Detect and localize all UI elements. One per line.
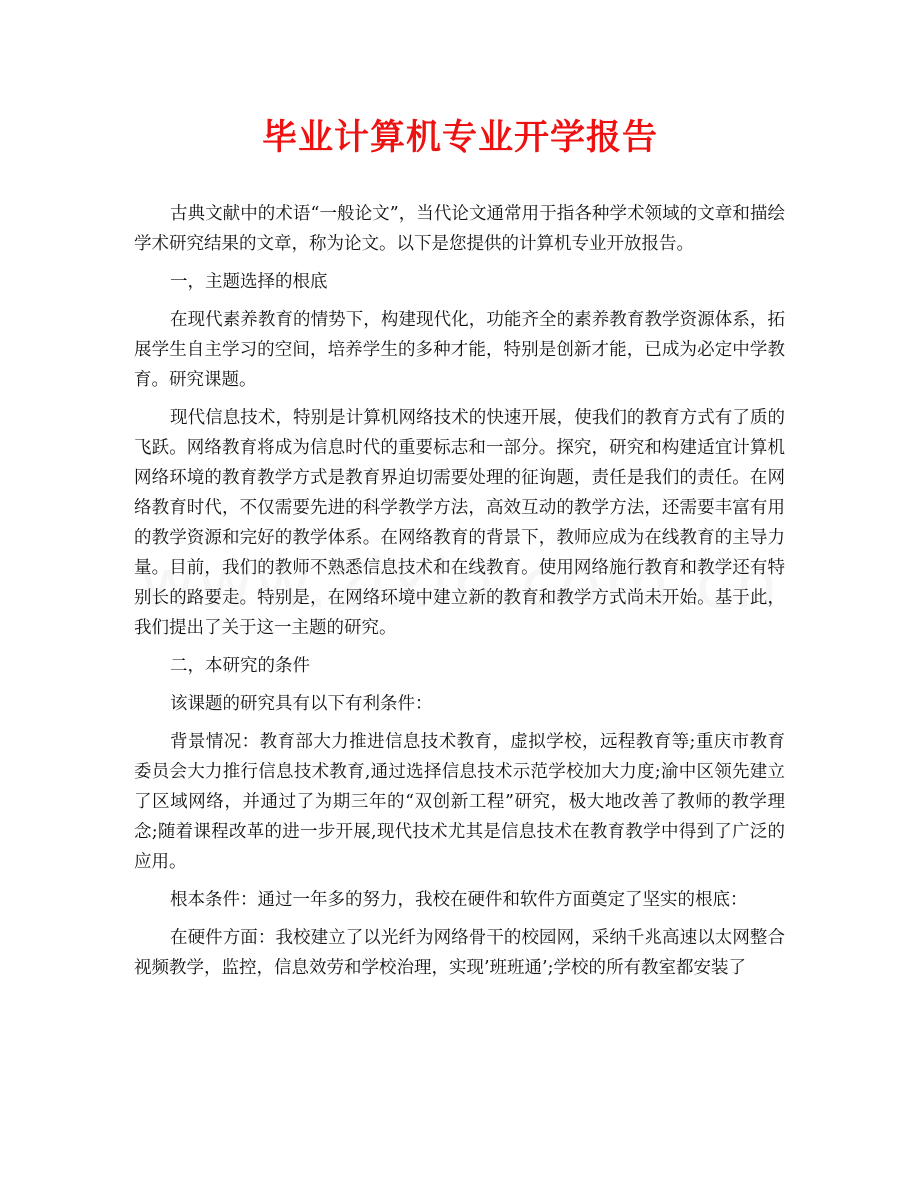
paragraph: 古典文献中的术语“一般论文”，当代论文通常用于指各种学术领域的文章和描绘学术研究结果的文章，称为论文。以下是您提供的计算机专业开放报告。 xyxy=(134,204,785,254)
document-body xyxy=(134,199,785,991)
section-heading: 一，主题选择的根底 xyxy=(170,272,328,292)
paragraph: 在硬件方面：我校建立了以光纤为网络骨干的校园网，采纳千兆高速以太网整合视频教学，监控，信息效劳和学校治理，实现’班班通’;学校的所有教室都安装了 xyxy=(134,928,785,978)
section-heading: 二，本研究的条件 xyxy=(170,656,310,676)
paragraph: 现代信息技术，特别是计算机网络技术的快速开展，使我们的教育方式有了质的飞跃。网络教育将成为信息时代的重要标志和一部分。探究，研究和构建适宜计算机网络环境的教育教学方式是教育界迫切需要处理的征询题，责任是我们的责任。在网络教育时代，不仅需要先进的科学教学方法，高效互动的教学方法，还需要丰富有用的教学资源和完好的教学体系。在网络教育的背景下，教师应成为在线教育的主导力量。目前，我们的教师不熟悉信息技术和在线教育。使用网络施行教育和教学还有特别长的路要走。特别是，在网络环境中建立新的教育和教学方式尚未开始。基于此，我们提出了关于这一主题的研究。 xyxy=(134,408,785,638)
paragraph: 根本条件：通过一年多的努力，我校在硬件和软件方面奠定了坚实的根底： xyxy=(170,890,748,910)
paragraph: 背景情况：教育部大力推进信息技术教育，虚拟学校，远程教育等;重庆市教育委员会大力推行信息技术教育,通过选择信息技术示范学校加大力度;渝中区领先建立了区域网络，并通过了为期三年的“双创新工程”研究，极大地改善了教师的教学理念;随着课程改革的进一步开展,现代技术尤其是信息技术在教育教学中得到了广泛的应用。 xyxy=(134,732,785,872)
document-title: 毕业计算机专业开学报告 xyxy=(261,117,658,158)
paragraph: 在现代素养教育的情势下，构建现代化，功能齐全的素养教育教学资源体系，拓展学生自主学习的空间，培养学生的多种才能，特别是创新才能，已成为必定中学教育。研究课题。 xyxy=(134,310,785,390)
paragraph: 该课题的研究具有以下有利条件： xyxy=(170,694,433,714)
